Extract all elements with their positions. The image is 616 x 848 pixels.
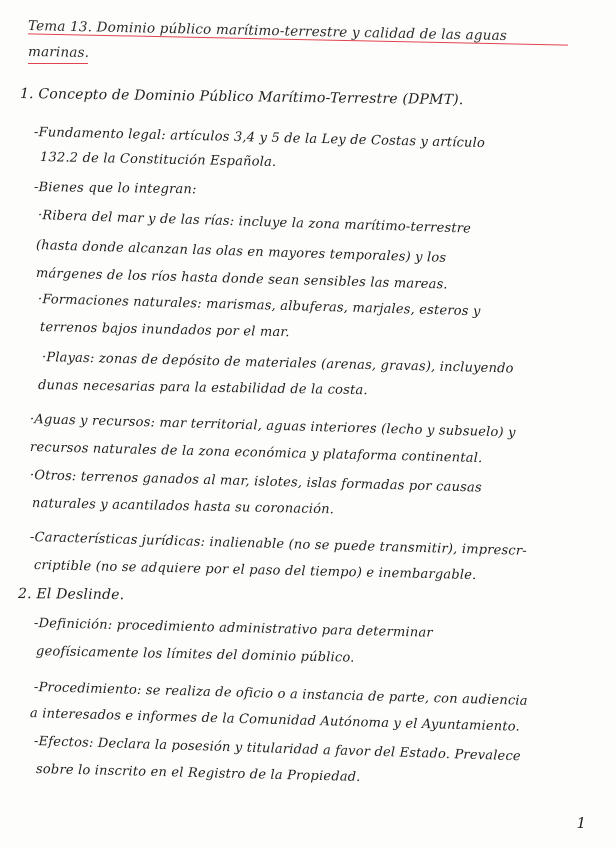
section-2-line: geofísicamente los límites del dominio público. xyxy=(35,644,355,666)
page-number: 1 xyxy=(576,814,586,832)
section-heading-1: 1. Concepto de Dominio Público Marítimo-Terrestre (DPMT). xyxy=(19,86,464,109)
section-1-line: -Bienes que lo integran: xyxy=(33,180,197,198)
section-heading-2: 2. El Deslinde. xyxy=(17,586,125,604)
section-1-line: recursos naturales de la zona económica y plataforma continental. xyxy=(29,440,483,467)
section-2-line: -Definición: procedimiento administrativo para determinar xyxy=(33,616,433,641)
page-title-line-2: marinas. xyxy=(27,44,90,61)
section-1-line: ·Playas: zonas de depósito de materiales (arenas, gravas), incluyendo xyxy=(41,350,514,377)
section-1-line: dunas necesarias para la estabilidad de la costa. xyxy=(37,378,368,399)
section-2-line: a interesados e informes de la Comunidad Autónoma y el Ayuntamiento. xyxy=(29,706,521,735)
section-1-line: 132.2 de la Constitución Española. xyxy=(39,150,277,170)
section-1-line: ·Otros: terrenos ganados al mar, islotes, islas formadas por causas xyxy=(29,468,483,496)
section-1-line: criptible (no se adquiere por el paso del tiempo) e inembargable. xyxy=(33,558,477,584)
section-2-line: -Efectos: Declara la posesión y titularidad a favor del Estado. Prevalece xyxy=(33,734,522,765)
page-title-line-1: Tema 13. Dominio público marítimo-terrestre y calidad de las aguas xyxy=(27,18,508,45)
section-1-line: ·Ribera del mar y de las rías: incluye la zona marítimo-terrestre xyxy=(37,208,472,237)
section-1-line: (hasta donde alcanzan las olas en mayores temporales) y los xyxy=(35,238,447,266)
section-1-line: márgenes de los ríos hasta donde sean sensibles las mareas. xyxy=(35,266,448,293)
section-2-line: -Procedimiento: se realiza de oficio o a instancia de parte, con audiencia xyxy=(33,680,528,709)
section-1-line: terrenos bajos inundados por el mar. xyxy=(39,320,290,341)
section-1-line: ·Aguas y recursos: mar territorial, aguas interiores (lecho y subsuelo) y xyxy=(29,412,516,441)
section-1-line: -Características jurídicas: inalienable (no se puede transmitir), imprescr- xyxy=(29,530,528,559)
section-2-line: sobre lo inscrito en el Registro de la Propiedad. xyxy=(35,762,361,785)
section-1-line: ·Formaciones naturales: marismas, albuferas, marjales, esteros y xyxy=(37,292,481,320)
title-underline-2 xyxy=(28,63,88,64)
section-1-line: naturales y acantilados hasta su coronación. xyxy=(31,496,335,518)
section-1-line: -Fundamento legal: artículos 3,4 y 5 de la Ley de Costas y artículo xyxy=(33,125,486,152)
